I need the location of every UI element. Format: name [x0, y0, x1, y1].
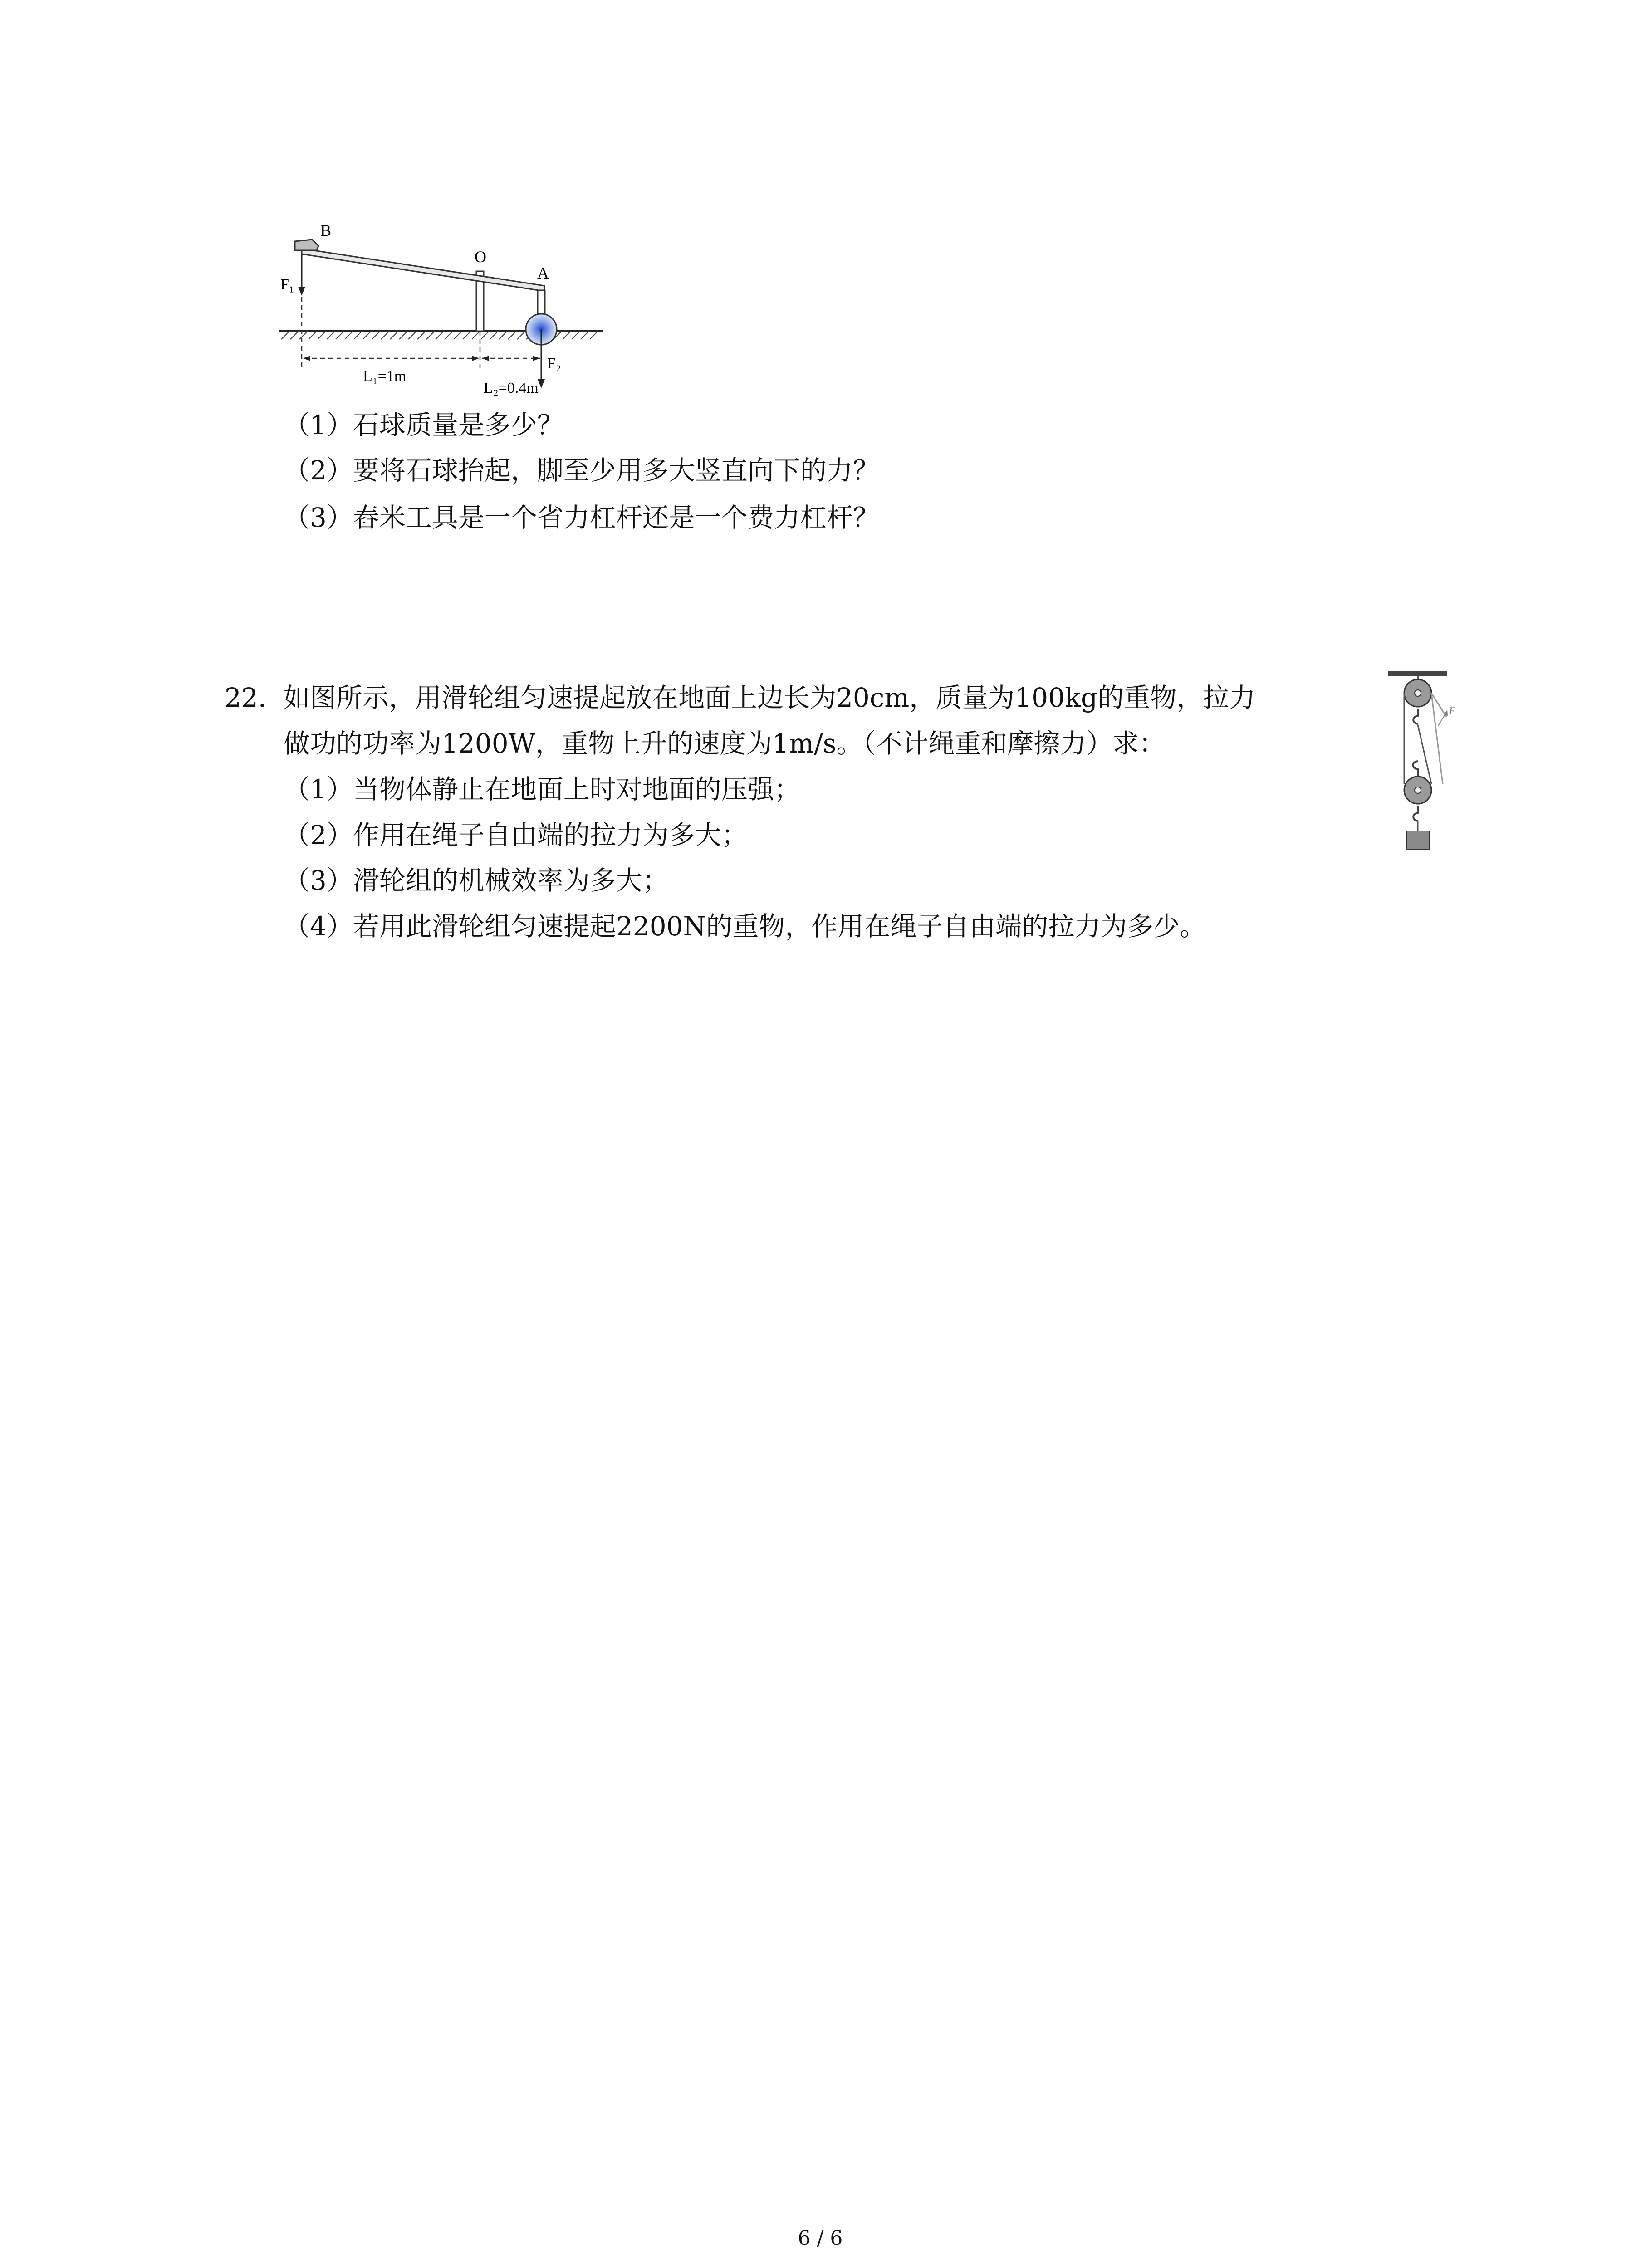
q21-sub2: （2）要将石球抬起，脚至少用多大竖直向下的力？: [284, 455, 879, 486]
label-l1: L₁=1m: [363, 368, 407, 385]
bottom-hook: [1413, 806, 1418, 821]
pulley-figure: [1379, 671, 1484, 862]
q22-line2: 做功的功率为1200W，重物上升的速度为1m/s。（不计绳重和摩擦力）求：: [284, 728, 1166, 759]
label-b: B: [320, 222, 332, 240]
force-arrowhead: [1444, 709, 1448, 716]
q22-sub2: （2）作用在绳子自由端的拉力为多大；: [284, 820, 748, 850]
fixed-pulley-axle: [1415, 690, 1421, 696]
q22-line1: 如图所示，用滑轮组匀速提起放在地面上边长为20cm，质量为100kg的重物，拉力: [284, 682, 1256, 713]
weight-block: [1406, 831, 1429, 849]
lever-figure: [277, 222, 622, 404]
rope-free-end: [1431, 693, 1443, 784]
page-number: 6 / 6: [798, 2227, 843, 2250]
q21-sub3: （3）舂米工具是一个省力杠杆还是一个费力杠杆？: [284, 502, 879, 533]
q22-sub3: （3）滑轮组的机械效率为多大；: [284, 865, 669, 896]
l1-arrow-right: [472, 356, 479, 361]
rope-middle: [1418, 725, 1431, 784]
label-f2: F₂: [547, 355, 561, 372]
ceiling-bar: [1388, 671, 1447, 676]
f2-arrowhead: [538, 379, 545, 388]
q22-sub4: （4）若用此滑轮组匀速提起2200N的重物，作用在绳子自由端的拉力为多少。: [284, 911, 1206, 942]
pulley-label-f: F: [1449, 705, 1455, 716]
l1-arrow-left: [303, 356, 310, 361]
label-a: A: [537, 264, 549, 282]
l2-arrow-right: [533, 356, 540, 361]
movable-pulley-hook: [1413, 761, 1418, 777]
label-f1: F₁: [280, 276, 294, 293]
l2-arrow-left: [482, 356, 489, 361]
q21-sub1: （1）石球质量是多少？: [284, 410, 563, 440]
movable-pulley-axle: [1415, 787, 1421, 793]
q22-sub1: （1）当物体静止在地面上时对地面的压强；: [284, 774, 800, 805]
lever-beam: [302, 249, 544, 291]
label-o: O: [475, 248, 486, 266]
q22-number: 22.: [225, 682, 267, 713]
foot-icon: [295, 240, 318, 250]
f1-arrowhead: [298, 287, 305, 296]
fixed-pulley-hook: [1413, 709, 1418, 724]
label-l2: L₂=0.4m: [484, 380, 539, 396]
